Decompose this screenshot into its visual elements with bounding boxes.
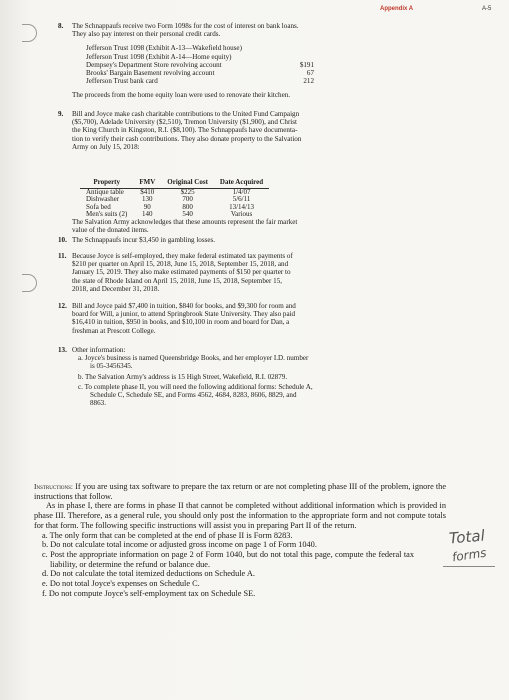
- item-13: 13. Other information: a. Joyce's business is named Queensbridge Books, and her employer I.D. number is 05-3456345. b. The Salvation Army's address is 15 High Street, Wakefield, R.I. 02879. c. To complete phase II, you will need the following additional forms: Schedule A, Schedule C, Schedule SE, and Forms 4562, 4684, 8283, 8606, 8829, and 8863.: [58, 346, 313, 408]
- instructions: Instructions: If you are using tax software to prepare the tax return or are not completing phase III of the problem, ignore the instructions that follow. As in phase I, there are forms in phase II that cannot be completed without additional information which is provided in phase III. Therefore, as a general rule, you should only post the information to the appropriate form and not compute totals for that form. The following specific instructions will assist you in preparing Part II of the return. a. The only form that can be completed at the end of phase II is Form 8283. b. Do not calculate total income or adjusted gross income on page 1 of Form 1040. c. Post the appropriate information on page 2 of Form 1040, but do not total this page, compute the federal tax liability, or determine the refund or balance due. d. Do not calculate the total itemized deductions on Schedule A. e. Do not total Joyce's expenses on Schedule C. f. Do not compute Joyce's self-employment tax on Schedule SE.: [34, 482, 447, 598]
- item-10: 10. The Schnappaufs incur $3,450 in gambling losses.: [58, 236, 216, 244]
- item-11: 11. Because Joyce is self-employed, they make federal estimated tax payments of $210 per quarter on April 15, 2018, June 15, 2018, September 15, 2018, and January 15, 2019. They also make estimated payments of $150 per quarter to the state of Rhode Island on April 15, 2018, June 15, 2018, September 15, 2018, and December 31, 2018.: [58, 252, 293, 293]
- handwritten-underline: [443, 566, 495, 567]
- table-row: Antique table $410 $225 1/4/07: [86, 187, 251, 196]
- binder-hole: [22, 24, 37, 42]
- donation-note: The Salvation Army acknowledges that these amounts represent the fair market value of the donated items.: [72, 218, 298, 235]
- table-row: Dishwasher 130 700 5/6/11: [86, 195, 251, 204]
- handwritten-note-forms: forms: [451, 545, 488, 565]
- table-row: Sofa bed 90 800 13/14/13: [86, 202, 254, 211]
- handwritten-note-total: Total: [448, 526, 486, 548]
- property-table: Property FMV Original Cost Date Acquired Antique table $410 $225 1/4/07 Dishwasher 130 700 5/6/11 Sofa bed 90 800 13/14/13 Men's suits (2) 140 540 Various: [80, 178, 269, 219]
- item-12: 12. Bill and Joyce paid $7,400 in tuition, $840 for books, and $9,300 for room and board for Will, a junior, to attend Springbrook State University. They also paid $16,410 in tuition, $950 in books, and $10,100 in room and board for Dan, a freshman at Prescott College.: [58, 302, 296, 335]
- item-8: 8. The Schnappaufs receive two Form 1098s for the cost of interest on bank loans. They also pay interest on their personal credit cards. Jefferson Trust 1098 (Exhibit A-13—Wakefield house) Jefferson Trust 1098 (Exhibit A-14—Home equity) Dempsey's Department Store revolving account $191 Brooks' Bargain Basement revolving account 67 Jefferson Trust bank card 212 The proceeds from the home equity loan were used to renovate their kitchen.: [58, 22, 314, 100]
- item-9: 9. Bill and Joyce make cash charitable contributions to the United Fund Campaign ($5,700), Adelade University ($2,510), Tremon University ($1,900), and Christ the King Church in Kingston, R.I. ($8,100). The Schnappaufs have documenta- tion to verify their cash contributions. They also donate property to the Salvation Army on July 15, 2018:: [58, 110, 302, 151]
- page-number: A-5: [482, 6, 492, 12]
- appendix-header: Appendix A: [380, 6, 414, 12]
- binder-hole: [22, 274, 37, 292]
- table-row: Men's suits (2) 140 540 Various: [86, 210, 253, 219]
